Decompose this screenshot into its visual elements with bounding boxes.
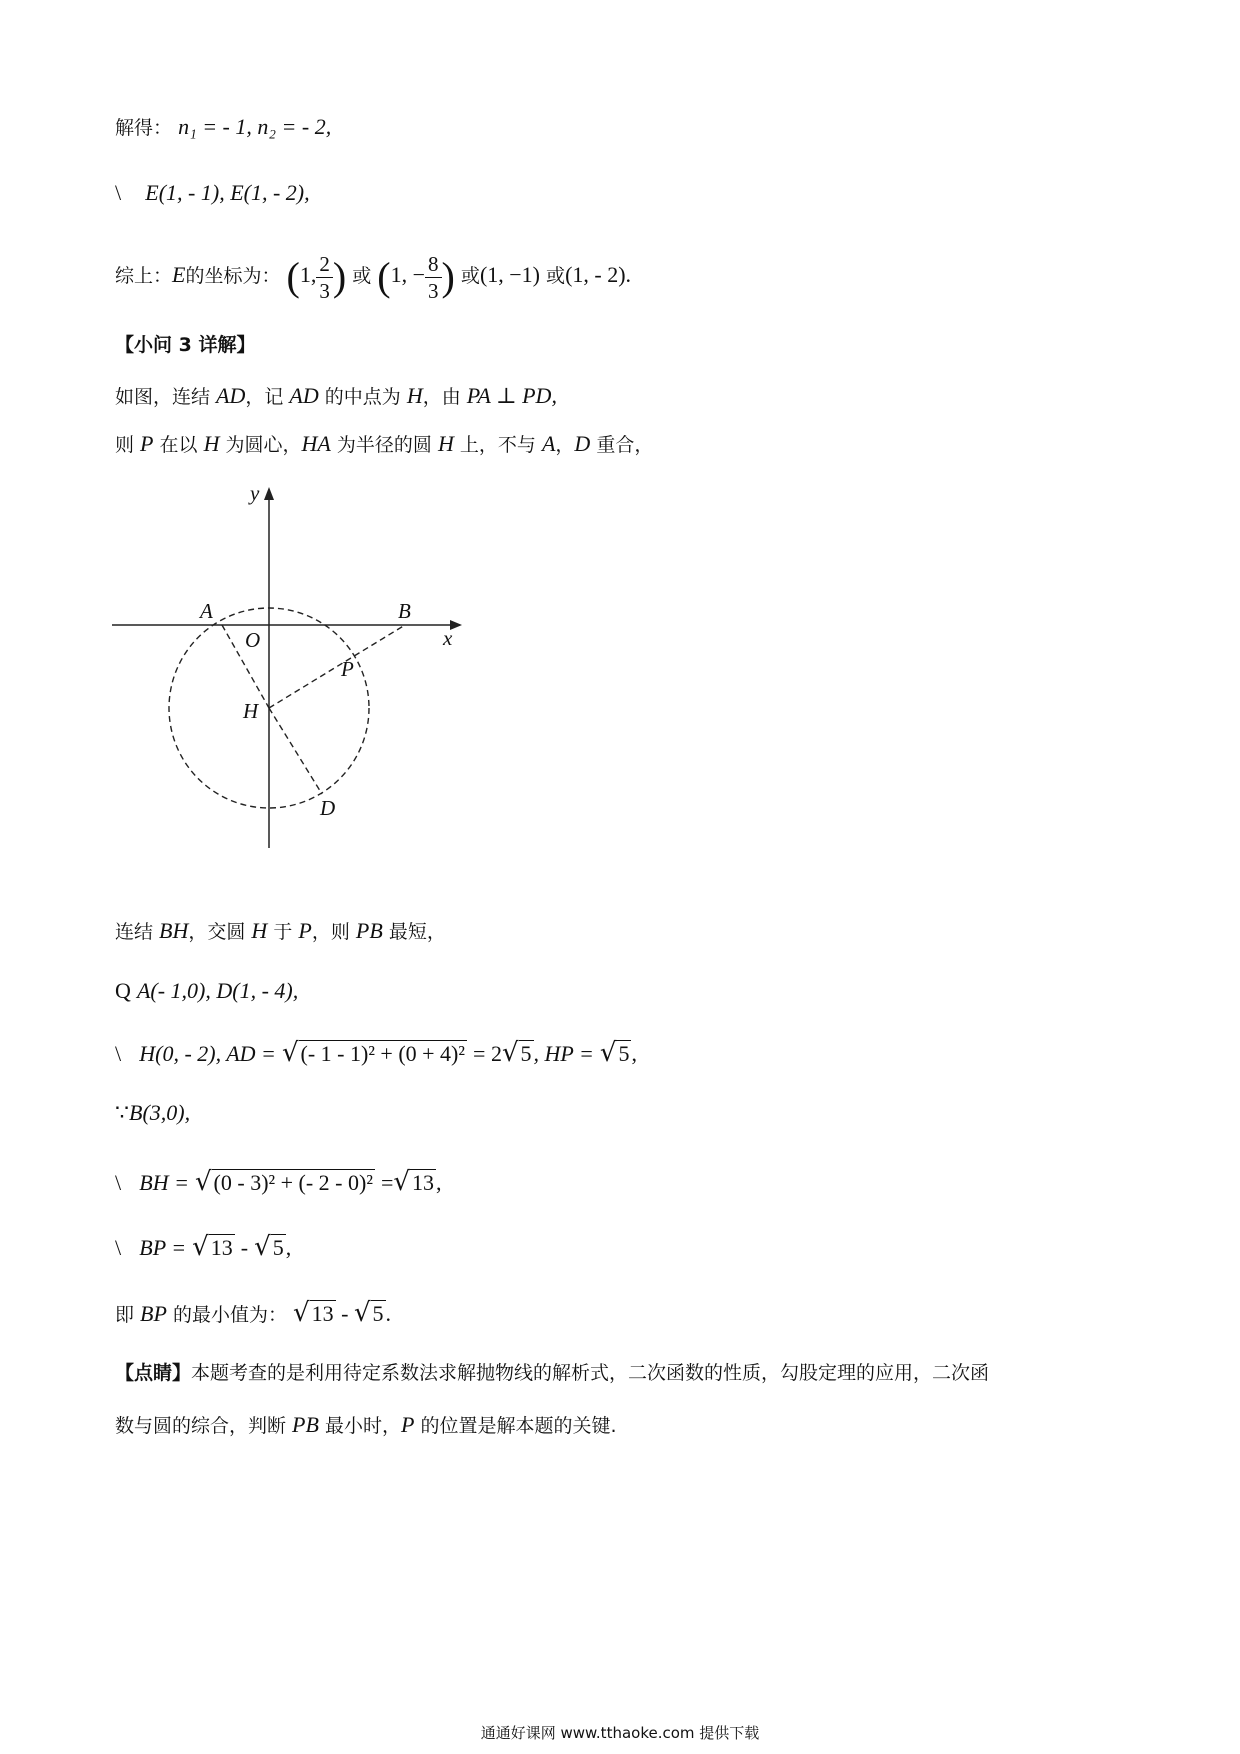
circle-figure	[110, 478, 490, 858]
coord-d: (1, - 2).	[565, 262, 632, 287]
segment-hd	[269, 708, 322, 794]
l15-p: P	[400, 1412, 415, 1437]
l11-r2: 13	[411, 1170, 434, 1195]
l6-h2: H	[437, 431, 454, 456]
fraction-b-num: 8	[425, 251, 442, 278]
or-3: 或	[546, 265, 566, 287]
fraction-a-den: 3	[319, 278, 330, 303]
comment-line-2	[115, 1412, 617, 1439]
l6-d: D	[574, 431, 591, 456]
l5-math: PA ⊥ PD,	[466, 383, 557, 408]
fraction-a-num: 2	[316, 251, 333, 278]
l11-m1: BH =	[139, 1170, 189, 1195]
sqrt-sign-7: √	[254, 1232, 271, 1262]
comment-tag: 【点睛】	[115, 1362, 192, 1384]
paren-close: )	[332, 254, 347, 299]
solve-prefix: 解得：	[115, 117, 173, 139]
l7-t1: 连结	[115, 921, 160, 943]
label-y: y	[250, 481, 260, 505]
bp-line	[115, 1234, 291, 1262]
fraction-b	[425, 251, 442, 304]
l6-t7: 重合，	[590, 434, 654, 456]
section-heading: 【小问 3 详解】	[115, 334, 256, 356]
comment-text-1: 本题考查的是利用待定系数法求解抛物线的解析式，二次函数的性质，勾股定理的应用，二次函	[191, 1362, 990, 1384]
page-footer: 通通好课网 www.tthaoke.com 提供下载	[480, 1724, 760, 1742]
l9-r2: 5	[520, 1041, 532, 1066]
or-1: 或	[352, 265, 372, 287]
connect-bh-line	[115, 918, 446, 945]
l9-m2: = 2	[473, 1041, 502, 1066]
b-math: B(3,0),	[129, 1100, 191, 1125]
fraction-b-den: 3	[428, 278, 439, 303]
l7-t4: ，则	[311, 921, 356, 943]
l5-t4: ，由	[422, 386, 467, 408]
l9-m3: , HP =	[533, 1041, 594, 1066]
l13-bp: BP	[140, 1301, 167, 1326]
coord-one: 1,	[299, 262, 317, 287]
label-h: H	[243, 699, 259, 723]
label-a: A	[200, 599, 213, 623]
l6-ha: HA	[301, 431, 331, 456]
l6-t2: 在以	[153, 434, 204, 456]
b-line	[115, 1100, 190, 1127]
label-d: D	[320, 796, 336, 820]
l5-t2: ，记	[245, 386, 290, 408]
l7-p: P	[298, 918, 312, 943]
l12-r2: 5	[272, 1235, 284, 1260]
l12-r1: 13	[210, 1235, 233, 1260]
comment-line-1	[115, 1360, 989, 1386]
sqrt-sign-2: √	[501, 1038, 519, 1068]
l15-t1: 数与圆的综合，判断	[115, 1415, 293, 1437]
label-b: B	[398, 599, 411, 623]
coord-c: (1, −1)	[479, 262, 540, 287]
construction-line	[115, 383, 557, 410]
l5-ad1: AD	[216, 383, 246, 408]
or-2: 或	[460, 265, 480, 287]
l6-t1: 则	[115, 434, 141, 456]
l13-t1: 即	[115, 1304, 141, 1326]
therefore-symbol-2: \	[115, 1041, 122, 1066]
l11-m2: =	[380, 1170, 394, 1195]
since-line	[115, 978, 298, 1005]
l7-h: H	[251, 918, 268, 943]
l9-r1: (- 1 - 1)² + (0 + 4)²	[300, 1041, 465, 1066]
l6-t6: ，	[555, 434, 575, 456]
because-symbol: ∵	[115, 1100, 129, 1125]
l13-minus: -	[335, 1301, 354, 1326]
label-x: x	[443, 626, 453, 650]
solve-line	[115, 114, 331, 141]
l7-t5: 最短，	[382, 921, 446, 943]
l15-pb: PB	[292, 1412, 319, 1437]
l9-r3: 5	[618, 1041, 630, 1066]
l5-t3: 的中点为	[318, 386, 407, 408]
sqrt-sign-9: √	[353, 1298, 371, 1328]
sqrt-sign-6: √	[192, 1232, 209, 1262]
coord-one-2: 1, −	[390, 262, 426, 287]
paren-open: (	[286, 254, 300, 299]
since-symbol: Q	[115, 978, 131, 1003]
l7-pb: PB	[355, 918, 383, 943]
therefore-symbol-4: \	[115, 1235, 122, 1260]
since-math: A(- 1,0), D(1, - 4),	[136, 978, 299, 1003]
summary-prefix: 综上：	[115, 265, 173, 287]
l15-t3: 的位置是解本题的关键.	[414, 1415, 617, 1437]
l6-p: P	[140, 431, 154, 456]
paren-close-2: )	[441, 254, 455, 299]
l6-h: H	[203, 431, 220, 456]
summary-e: E	[172, 262, 186, 287]
l12-m1: BP =	[139, 1235, 187, 1260]
l9-m4: ,	[631, 1041, 637, 1066]
label-p: P	[341, 657, 354, 681]
l7-t2: ，交圆	[188, 921, 252, 943]
l7-bh: BH	[159, 918, 189, 943]
min-value-line	[115, 1300, 391, 1328]
l5-t1: 如图，连结	[115, 386, 217, 408]
l15-t2: 最小时，	[318, 1415, 401, 1437]
l12-m2: -	[240, 1235, 249, 1260]
y-axis-arrow	[264, 487, 274, 500]
l13-t2: 的最小值为：	[166, 1304, 287, 1326]
solve-math: n₁ = - 1, n₂ = - 2,	[178, 114, 332, 139]
l13-end: .	[385, 1301, 392, 1326]
paren-open-2: (	[377, 254, 391, 299]
sqrt-sign-8: √	[293, 1298, 310, 1328]
l13-r1: 13	[311, 1301, 334, 1326]
l5-ad2: AD	[289, 383, 319, 408]
l13-r2: 5	[372, 1301, 384, 1326]
e-points-line	[115, 180, 310, 207]
therefore-symbol-3: \	[115, 1170, 122, 1195]
h-ad-line	[115, 1040, 637, 1068]
l11-r1: (0 - 3)² + (- 2 - 0)²	[213, 1170, 373, 1195]
bh-line	[115, 1169, 441, 1197]
l11-m3: ,	[435, 1170, 442, 1195]
summary-line	[115, 244, 631, 306]
label-o: O	[245, 628, 261, 652]
l12-m3: ,	[285, 1235, 292, 1260]
sqrt-sign-5: √	[393, 1167, 410, 1197]
l7-t3: 于	[267, 921, 299, 943]
therefore-symbol: \	[115, 180, 122, 205]
summary-mid: 的坐标为：	[185, 265, 281, 287]
l6-t5: 上，不与	[453, 434, 542, 456]
segment-hb	[269, 625, 405, 708]
l6-a: A	[541, 431, 556, 456]
circle-line	[115, 431, 653, 458]
fraction-a	[316, 251, 333, 304]
sqrt-sign-4: √	[194, 1167, 212, 1197]
l6-t3: 为圆心，	[219, 434, 302, 456]
l9-m1: H(0, - 2), AD =	[139, 1041, 276, 1066]
l5-h: H	[406, 383, 423, 408]
l6-t4: 为半径的圆	[330, 434, 438, 456]
sqrt-sign-1: √	[281, 1038, 299, 1068]
e-points-math: E(1, - 1), E(1, - 2),	[145, 180, 310, 205]
sqrt-sign-3: √	[599, 1038, 617, 1068]
